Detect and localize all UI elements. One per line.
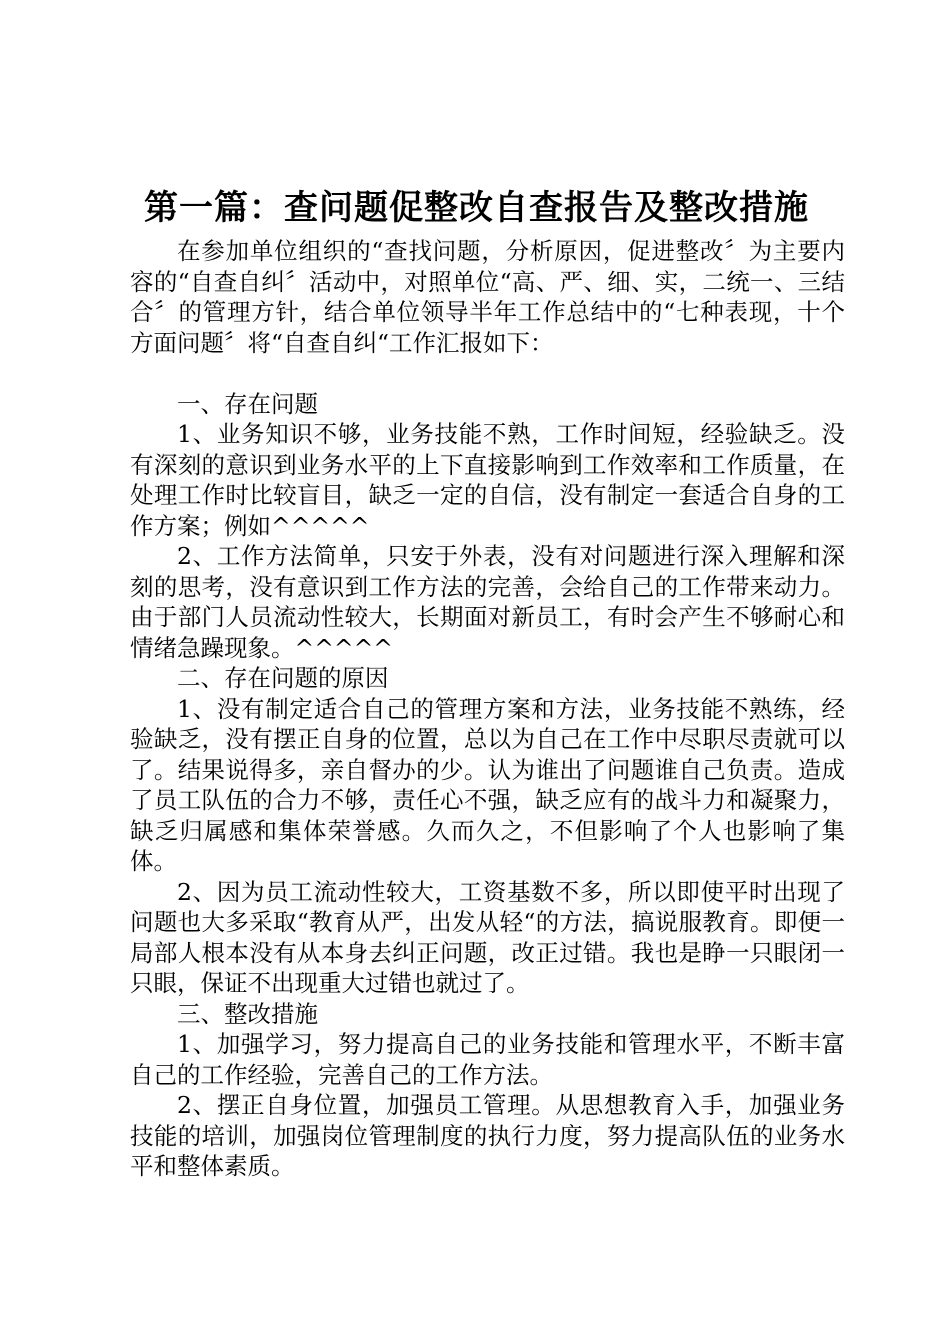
measures-paragraph-1: 1、加强学习，努力提高自己的业务技能和管理水平，不断丰富自己的工作经验，完善自己的工作方法。 [130, 1030, 845, 1089]
section-heading-problems: 一、存在问题 [177, 389, 318, 418]
problems-paragraph-2: 2、工作方法简单，只安于外表，没有对问题进行深入理解和深刻的思考，没有意识到工作方法的完善，会给自己的工作带来动力。由于部门人员流动性较大，长期面对新员工，有时会产生不够耐心和情绪急躁现象。^^^^^ [130, 542, 845, 662]
measures-paragraph-2: 2、摆正自身位置，加强员工管理。从思想教育入手，加强业务技能的培训，加强岗位管理制度的执行力度，努力提高队伍的业务水平和整体素质。 [130, 1091, 845, 1180]
document-title: 第一篇：查问题促整改自查报告及整改措施 [144, 188, 809, 228]
document-page [130, 182, 845, 1182]
blank-line [130, 358, 845, 389]
causes-paragraph-1: 1、没有制定适合自己的管理方案和方法，业务技能不熟练，经验缺乏，没有摆正自身的位置，总以为自己在工作中尽职尽责就可以了。结果说得多，亲自督办的少。认为谁出了问题谁自己负责。造成了员工队伍的合力不够，责任心不强，缺乏应有的战斗力和凝聚力，缺乏归属感和集体荣誉感。久而久之，不但影响了个人也影响了集体。 [130, 694, 845, 875]
problems-paragraph-1: 1、业务知识不够，业务技能不熟，工作时间短，经验缺乏。没有深刻的意识到业务水平的上下直接影响到工作效率和工作质量，在处理工作时比较盲目，缺乏一定的自信，没有制定一套适合自身的工作方案；例如^^^^^ [130, 420, 845, 540]
section-heading-causes: 二、存在问题的原因 [177, 664, 389, 692]
section-heading-measures: 三、整改措施 [177, 999, 318, 1028]
intro-paragraph: 在参加单位组织的“查找问题，分析原因，促进整改〞为主要内容的“自查自纠〞活动中，对照单位“高、严、细、实，二统一、三结合〞的管理方针，结合单位领导半年工作总结中的“七种表现，十个方面问题〞将“自查自纠“工作汇报如下： [130, 237, 845, 357]
causes-paragraph-2: 2、因为员工流动性较大，工资基数不多，所以即使平时出现了问题也大多采取“教育从严，出发从轻“的方法，搞说服教育。即便一局部人根本没有从本身去纠正问题，改正过错。我也是睁一只眼闭一只眼，保证不出现重大过错也就过了。 [130, 877, 845, 997]
